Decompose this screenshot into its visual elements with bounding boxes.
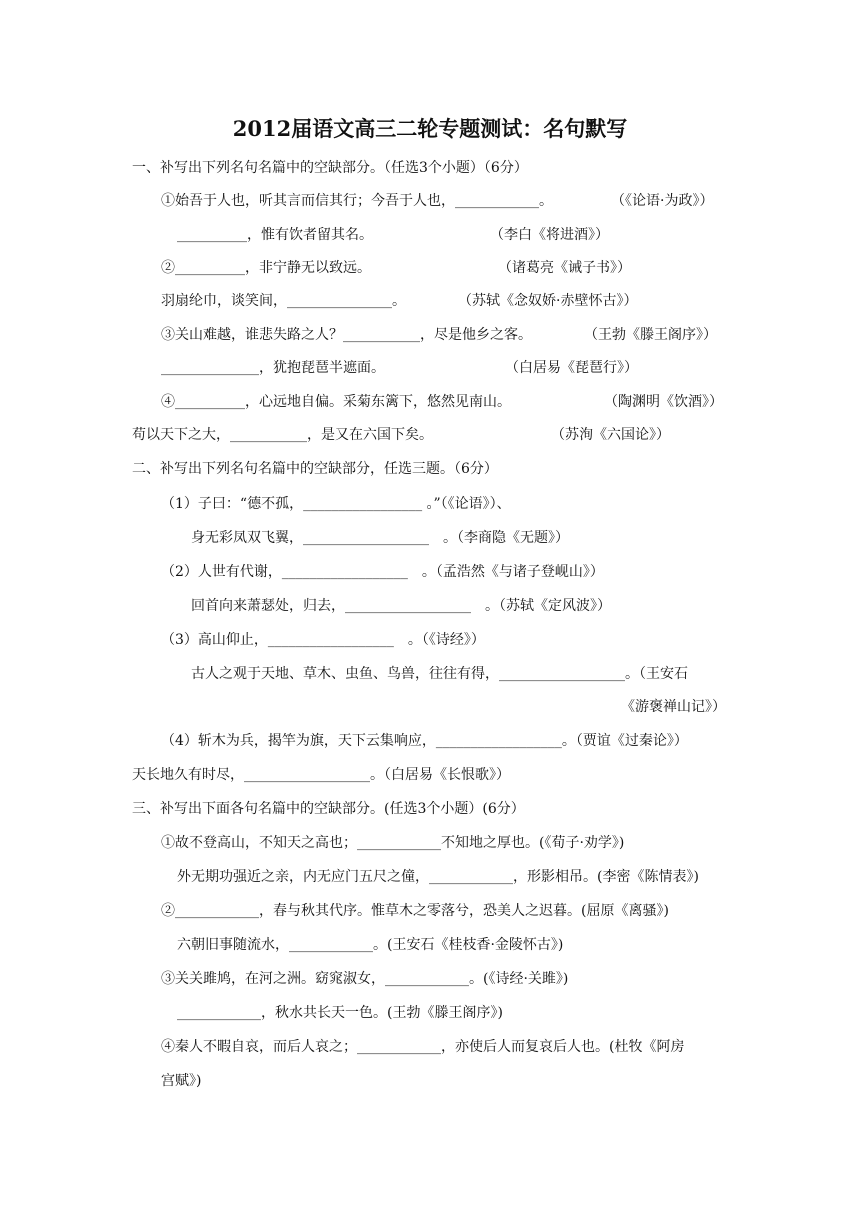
section-1-heading: 一、补写出下列名句名篇中的空缺部分。（任选3个小题）（6分） [132,160,528,176]
sec1-line-5-source: （王勃《滕王阁序》） [584,327,717,343]
page-title: 2012届语文高三二轮专题测试：名句默写 [232,116,628,141]
section-2-heading: 二、补写出下列名句名篇中的空缺部分，任选三题。（6分） [132,461,498,477]
sec1-line-1-source: （《论语·为政》） [611,193,714,209]
sec2-line-3: （2）人世有代谢，__________________ 。（孟浩然《与诸子登岘山》） [161,564,604,580]
sec3-line-7: ④秦人不暇自哀，而后人哀之；____________，亦使后人而复哀后人也。(杜牧《阿房 [161,1039,685,1055]
sec2-line-5: （3）高山仰止，__________________ 。（《诗经》） [161,632,485,648]
sec2-line-9: 天长地久有时尽，__________________。（白居易《长恨歌》） [132,767,510,783]
sec1-line-8: 苟以天下之大，___________，是又在六国下矣。 [132,427,433,443]
sec1-line-3-source: （诸葛亮《诫子书》） [498,260,631,276]
sec1-line-2: __________，惟有饮者留其名。 [177,227,373,243]
sec3-line-4: 六朝旧事随流水，____________。(王安石《桂枝香·金陵怀古》) [177,937,564,953]
sec3-line-6: ____________，秋水共长天一色。(王勃《滕王阁序》) [177,1005,503,1021]
sec1-line-8-source: （苏洵《六国论》） [551,427,670,443]
sec3-line-3: ②____________，春与秋其代序。惟草木之零落兮，恐美人之迟暮。(屈原《离骚》) [161,903,669,919]
sec1-line-7-source: （陶渊明《饮酒》） [604,394,723,410]
sec1-line-4: 羽扇纶巾，谈笑间，_______________。 [161,293,406,309]
sec2-line-6: 古人之观于天地、草木、虫鱼、鸟兽，往往有得，__________________。（王安石 [191,666,688,682]
sec1-line-6-source: （白居易《琵琶行》） [505,360,638,376]
sec3-line-8: 宫赋》) [161,1073,202,1089]
sec3-line-5: ③关关雎鸠，在河之洲。窈窕淑女，____________。(《诗经·关雎》) [161,971,569,987]
section-3-heading: 三、补写出下面各句名篇中的空缺部分。(任选3个小题）(6分） [132,801,525,817]
sec1-line-1: ①始吾于人也，听其言而信其行；今吾于人也，____________。 [161,193,553,209]
sec3-line-1: ①故不登高山，不知天之高也；____________不知地之厚也。(《荀子·劝学》) [161,835,625,851]
sec3-line-2: 外无期功强近之亲，内无应门五尺之僮，____________，形影相吊。(李密《陈情表》) [177,869,699,885]
sec1-line-3: ②__________，非宁静无以致远。 [161,260,371,276]
sec1-line-7: ④__________，心远地自偏。采菊东篱下，悠然见南山。 [161,394,511,410]
sec2-line-8: （4）斩木为兵，揭竿为旗，天下云集响应，__________________。（贾谊《过秦论》） [161,733,688,749]
sec1-line-5: ③关山难越，谁悲失路之人？___________，尽是他乡之客。 [161,327,532,343]
sec2-line-2: 身无彩凤双飞翼，__________________ 。（李商隐《无题》） [191,530,569,546]
sec2-line-1: （1）子曰：“德不孤，_________________ 。”（《论语》）、 [161,496,511,512]
sec1-line-6: ______________，犹抱琵琶半遮面。 [161,360,385,376]
sec1-line-2-source: （李白《将进酒》） [490,227,609,243]
sec2-line-4: 回首向来萧瑟处，归去，__________________ 。（苏轼《定风波》） [191,598,611,614]
sec2-line-7: 《游褒禅山记》） [621,699,726,715]
sec1-line-4-source: （苏轼《念奴娇·赤壁怀古》） [458,293,638,309]
